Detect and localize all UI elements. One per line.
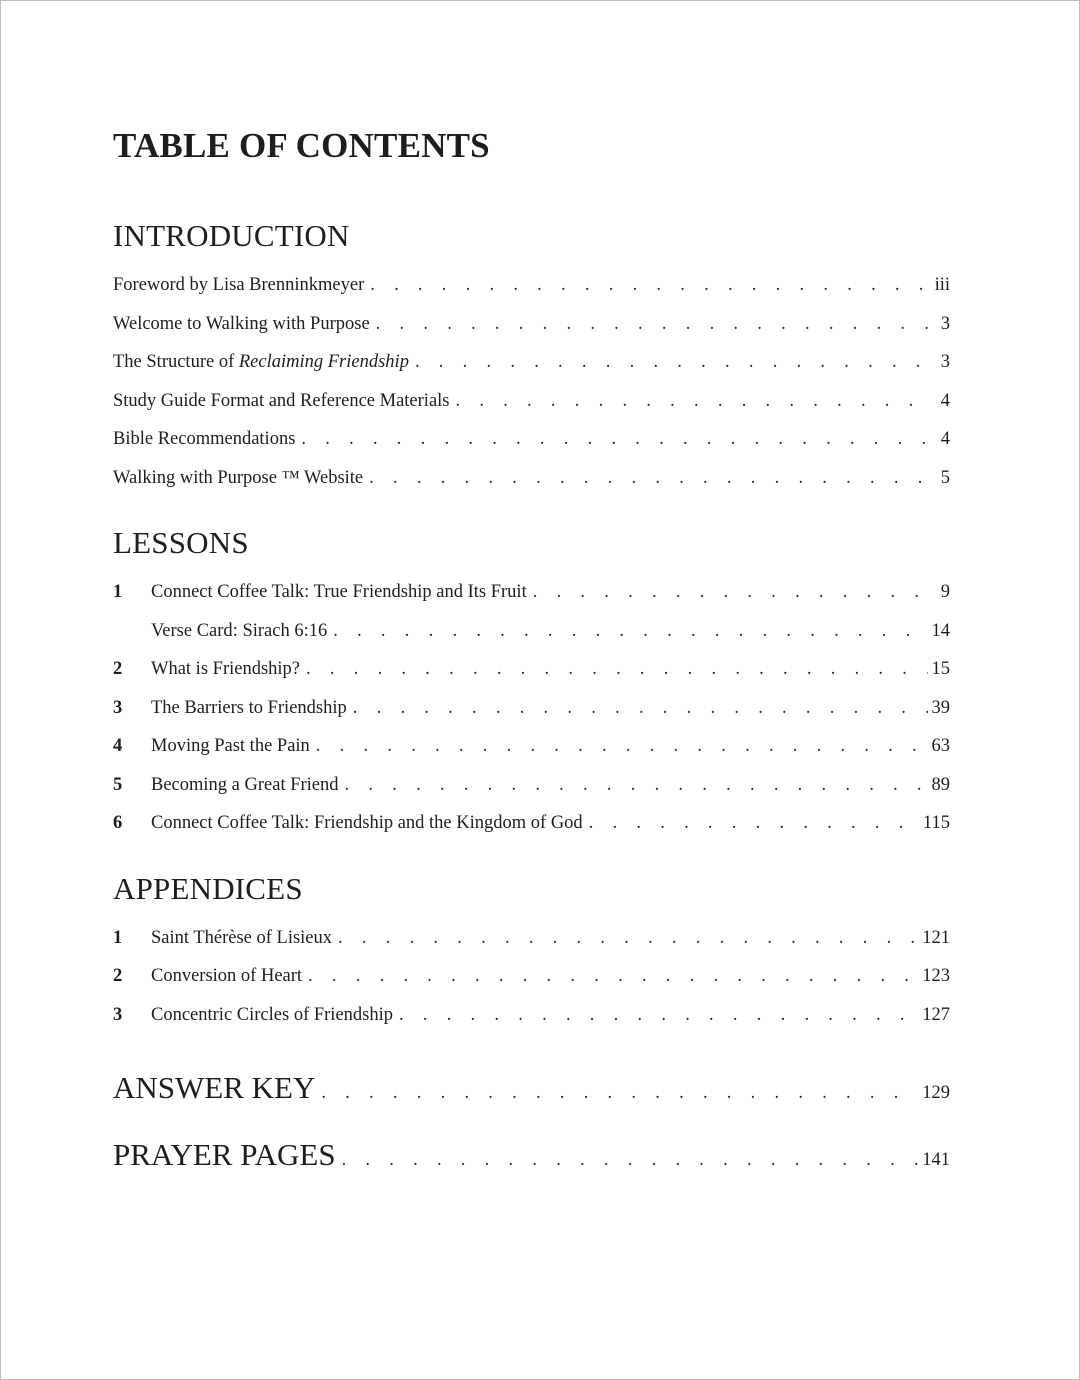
lessons-section bbox=[113, 523, 950, 843]
entry-label: Welcome to Walking with Purpose bbox=[113, 313, 370, 334]
entry-page-number: 5 bbox=[940, 467, 950, 488]
dot-leader bbox=[308, 957, 918, 996]
dot-leader bbox=[589, 804, 919, 843]
dot-leader bbox=[316, 727, 928, 766]
entry-page-number: 39 bbox=[931, 697, 950, 718]
entry-page-number: 63 bbox=[931, 736, 950, 756]
section-heading-lessons: LESSONS bbox=[113, 525, 249, 560]
entry-number: 6 bbox=[113, 813, 123, 833]
toc-entry-study-guide-format[interactable] bbox=[113, 382, 950, 421]
introduction-section bbox=[113, 216, 950, 497]
entry-label: What is Friendship? bbox=[151, 659, 301, 679]
entry-page-number: 4 bbox=[940, 429, 950, 449]
entry-label: Saint Thérèse of Lisieux bbox=[151, 927, 333, 948]
entry-page-number: iii bbox=[934, 275, 950, 295]
entry-label: Concentric Circles of Friendship bbox=[151, 1004, 393, 1025]
appendices-section bbox=[113, 869, 950, 1035]
entry-page-number: 3 bbox=[940, 313, 950, 334]
toc-entry-welcome[interactable] bbox=[113, 305, 950, 344]
dot-leader bbox=[376, 305, 930, 344]
entry-page-number: 14 bbox=[931, 620, 950, 641]
entry-number: 1 bbox=[113, 927, 123, 948]
closing-entries bbox=[113, 1054, 950, 1188]
toc-entry-lesson-6[interactable] bbox=[113, 804, 950, 843]
section-heading-introduction: INTRODUCTION bbox=[113, 218, 350, 253]
dot-leader bbox=[369, 459, 930, 498]
entry-label-prefix: The Structure of bbox=[113, 352, 239, 372]
toc-entry-structure[interactable] bbox=[113, 343, 950, 382]
entry-label: Bible Recommendations bbox=[113, 429, 296, 449]
entry-page-number: 89 bbox=[931, 774, 950, 795]
dot-leader bbox=[415, 343, 930, 382]
dot-leader bbox=[333, 612, 927, 651]
dot-leader bbox=[399, 996, 918, 1035]
toc-entry-lesson-4[interactable] bbox=[113, 727, 950, 766]
entry-number: 2 bbox=[113, 966, 123, 986]
section-heading-appendices: APPENDICES bbox=[113, 870, 303, 906]
entry-label: Connect Coffee Talk: Friendship and the Kingdom of God bbox=[151, 813, 583, 833]
entry-label: ANSWER KEY bbox=[113, 1070, 316, 1105]
entry-label: The Barriers to Friendship bbox=[151, 697, 347, 718]
dot-leader bbox=[345, 766, 928, 805]
entry-page-number: 15 bbox=[931, 659, 950, 679]
entry-page-number: 115 bbox=[922, 813, 950, 833]
toc-entry-lesson-5[interactable] bbox=[113, 766, 950, 805]
toc-entry-lesson-2[interactable] bbox=[113, 650, 950, 689]
dot-leader bbox=[321, 1060, 918, 1127]
toc-entry-website[interactable] bbox=[113, 459, 950, 498]
toc-entry-lesson-1[interactable] bbox=[113, 573, 950, 612]
entry-label: Connect Coffee Talk: True Friendship and Its Fruit bbox=[151, 582, 527, 602]
toc-entry-prayer-pages[interactable] bbox=[113, 1121, 950, 1188]
entry-page-number: 129 bbox=[922, 1083, 950, 1103]
toc-entry-appendix-1[interactable] bbox=[113, 919, 950, 958]
entry-label: PRAYER PAGES bbox=[113, 1137, 336, 1172]
entry-label: Walking with Purpose ™ Website bbox=[113, 467, 364, 488]
entry-label: Moving Past the Pain bbox=[151, 736, 310, 756]
dot-leader bbox=[370, 266, 930, 305]
table-of-contents bbox=[113, 121, 950, 1188]
entry-page-number: 127 bbox=[922, 1004, 950, 1025]
toc-entry-answer-key[interactable] bbox=[113, 1054, 950, 1121]
entry-label: Conversion of Heart bbox=[151, 966, 303, 986]
entry-page-number: 141 bbox=[922, 1150, 950, 1170]
entry-label: Foreword by Lisa Brenninkmeyer bbox=[113, 275, 365, 295]
entry-page-number: 3 bbox=[940, 352, 950, 372]
toc-entry-verse-card[interactable] bbox=[113, 612, 950, 651]
entry-page-number: 4 bbox=[940, 390, 950, 411]
dot-leader bbox=[533, 573, 930, 612]
entry-label: Study Guide Format and Reference Materials bbox=[113, 390, 450, 411]
entry-number: 3 bbox=[113, 1004, 123, 1025]
entry-label-book-title: Reclaiming Friendship bbox=[238, 352, 409, 372]
entry-number: 4 bbox=[113, 736, 123, 756]
entry-number: 2 bbox=[113, 659, 123, 679]
toc-entry-foreword[interactable] bbox=[113, 266, 950, 305]
entry-page-number: 121 bbox=[922, 927, 950, 948]
dot-leader bbox=[342, 1127, 919, 1194]
page-title: TABLE OF CONTENTS bbox=[113, 126, 490, 165]
entry-label: Becoming a Great Friend bbox=[151, 774, 339, 795]
dot-leader bbox=[306, 650, 927, 689]
entry-page-number: 9 bbox=[940, 582, 950, 602]
dot-leader bbox=[301, 420, 930, 459]
entry-label bbox=[113, 343, 409, 382]
dot-leader bbox=[353, 689, 928, 728]
toc-entry-appendix-2[interactable] bbox=[113, 957, 950, 996]
dot-leader bbox=[456, 382, 931, 421]
toc-entry-bible-recommendations[interactable] bbox=[113, 420, 950, 459]
toc-entry-lesson-3[interactable] bbox=[113, 689, 950, 728]
toc-entry-appendix-3[interactable] bbox=[113, 996, 950, 1035]
entry-number: 3 bbox=[113, 697, 123, 718]
entry-number: 1 bbox=[113, 582, 123, 602]
entry-number: 5 bbox=[113, 774, 123, 795]
entry-label: Verse Card: Sirach 6:16 bbox=[151, 620, 328, 641]
dot-leader bbox=[338, 919, 918, 958]
entry-page-number: 123 bbox=[922, 966, 950, 986]
